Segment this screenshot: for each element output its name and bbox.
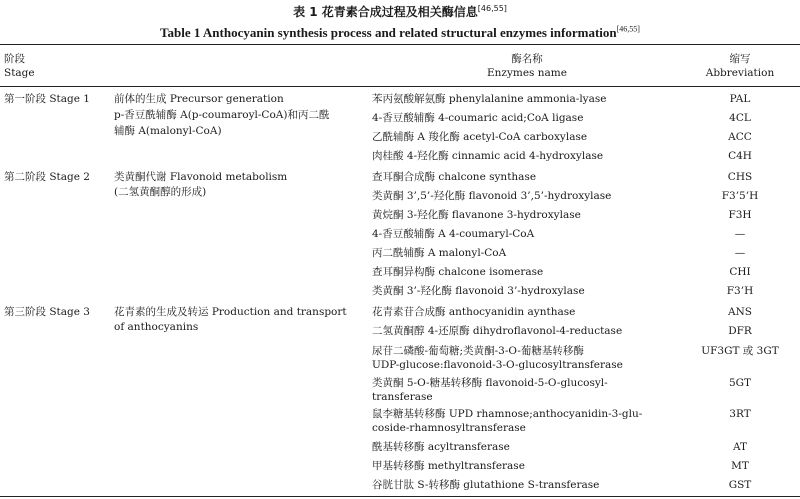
- caption-cn-text: 表 1 花青素合成过程及相关酶信息: [293, 5, 478, 19]
- abbr-row-5: CHS: [727, 171, 753, 183]
- abbr-row-12: ANS: [728, 306, 752, 318]
- enzyme-row-11: 类黄酮 3’-羟化酶 flavonoid 3’-hydroxylase: [372, 285, 585, 297]
- caption-en-text: Table 1 Anthocyanin synthesis process and related structural enzymes information: [160, 25, 617, 40]
- header-enzyme-en: Enzymes name: [487, 67, 567, 79]
- enzyme-row-5: 查耳酮合成酶 chalcone synthase: [372, 171, 537, 183]
- enzyme-row-19: 谷胱甘肽 S-转移酶 glutathione S-transferase: [372, 479, 600, 491]
- enzyme-row-3: 乙酰辅酶 A 羧化酶 acetyl-CoA carboxylase: [372, 131, 588, 143]
- enzyme-row-18: 甲基转移酶 methyltransferase: [372, 460, 525, 472]
- enzyme-row-4: 肉桂酸 4-羟化酶 cinnamic acid 4-hydroxylase: [372, 150, 604, 162]
- enzyme-row-17: 酰基转移酶 acyltransferase: [372, 441, 510, 453]
- enzyme-row-14: 尿苷二磷酸-葡萄糖;类黄酮-3-O-葡糖基转移酶: [372, 345, 584, 357]
- abbr-row-7: F3H: [728, 209, 752, 221]
- table-bottom-rule: [0, 496, 800, 497]
- abbr-row-15: 5GT: [728, 377, 752, 389]
- enzyme-row-13: 二氢黄酮醇 4-还原酶 dihydroflavonol-4-reductase: [372, 325, 623, 337]
- abbr-row-8: —: [734, 228, 746, 240]
- stage-1-process-line2: p-香豆酰辅酶 A(p-coumaroyl-CoA)和丙二酰: [114, 109, 330, 121]
- header-abbr-en: Abbreviation: [705, 67, 775, 79]
- abbr-row-11: F3’H: [726, 285, 754, 297]
- abbr-row-14: UF3GT 或 3GT: [701, 345, 779, 357]
- enzyme-row-12: 花青素苷合成酶 anthocyanidin aynthase: [372, 306, 576, 318]
- abbr-row-17: AT: [732, 441, 747, 453]
- stage-1-process-line1: 前体的生成 Precursor generation: [114, 93, 284, 105]
- stage-2-label: 第二阶段 Stage 2: [4, 171, 90, 183]
- enzyme-row-2: 4-香豆酸辅酶 4-coumaric acid;CoA ligase: [372, 112, 584, 124]
- enzyme-row-16: 鼠李糖基转移酶 UPD rhamnose;anthocyanidin-3-glu-: [372, 408, 643, 420]
- abbr-row-9: —: [734, 247, 746, 259]
- header-abbr-cn: 缩写: [729, 53, 751, 65]
- abbr-row-19: GST: [728, 479, 752, 491]
- stage-1-label: 第一阶段 Stage 1: [4, 93, 90, 105]
- enzyme-row-7: 黄烷酮 3-羟化酶 flavanone 3-hydroxylase: [372, 209, 581, 221]
- stage-3-process-line2: of anthocyanins: [114, 321, 199, 333]
- header-enzyme-cn: 酶名称: [511, 53, 543, 65]
- abbr-row-3: ACC: [728, 131, 752, 143]
- abbr-row-16: 3RT: [729, 408, 751, 420]
- table-caption-en: [0, 25, 800, 41]
- stage-3-label: 第三阶段 Stage 3: [4, 306, 90, 318]
- enzyme-row-10: 查耳酮异构酶 chalcone isomerase: [372, 266, 544, 278]
- stage-2-process-line1: 类黄酮代谢 Flavonoid metabolism: [114, 171, 288, 183]
- abbr-row-18: MT: [731, 460, 749, 472]
- caption-en-ref: [46,55]: [616, 24, 640, 34]
- abbr-row-4: C4H: [728, 150, 752, 162]
- header-rule: [0, 86, 800, 87]
- header-stage-cn: 阶段: [4, 53, 25, 65]
- abbr-row-2: 4CL: [729, 112, 751, 124]
- enzyme-row-15-line2: transferase: [372, 391, 433, 403]
- caption-cn-ref: [46,55]: [477, 4, 507, 13]
- abbr-row-13: DFR: [728, 325, 752, 337]
- enzyme-row-14-line2: UDP-glucose:flavonoid-3-O-glucosyltransferase: [372, 359, 623, 371]
- stage-1-process-line3: 辅酶 A(malonyl-CoA): [114, 125, 222, 137]
- header-stage-en: Stage: [4, 67, 35, 79]
- enzyme-row-1: 苯丙氨酸解氨酶 phenylalanine ammonia-lyase: [372, 93, 607, 105]
- abbr-row-6: F3’5’H: [721, 190, 759, 202]
- stage-2-process-line2: (二氢黄酮醇的形成): [114, 186, 207, 198]
- enzyme-row-8: 4-香豆酸辅酶 A 4-coumaryl-CoA: [372, 228, 535, 240]
- stage-3-process-line1: 花青素的生成及转运 Production and transport: [114, 306, 347, 318]
- abbr-row-10: CHI: [729, 266, 751, 278]
- table-caption-cn: [0, 4, 800, 20]
- enzyme-row-9: 丙二酰辅酶 A malonyl-CoA: [372, 247, 507, 259]
- table-top-rule: [0, 44, 800, 45]
- enzyme-row-15: 类黄酮 5-O-糖基转移酶 flavonoid-5-O-glucosyl-: [372, 377, 608, 389]
- abbr-row-1: PAL: [729, 93, 751, 105]
- enzyme-row-6: 类黄酮 3’,5’-羟化酶 flavonoid 3’,5’-hydroxylase: [372, 190, 612, 202]
- enzyme-row-16-line2: coside-rhamnosyltransferase: [372, 422, 526, 434]
